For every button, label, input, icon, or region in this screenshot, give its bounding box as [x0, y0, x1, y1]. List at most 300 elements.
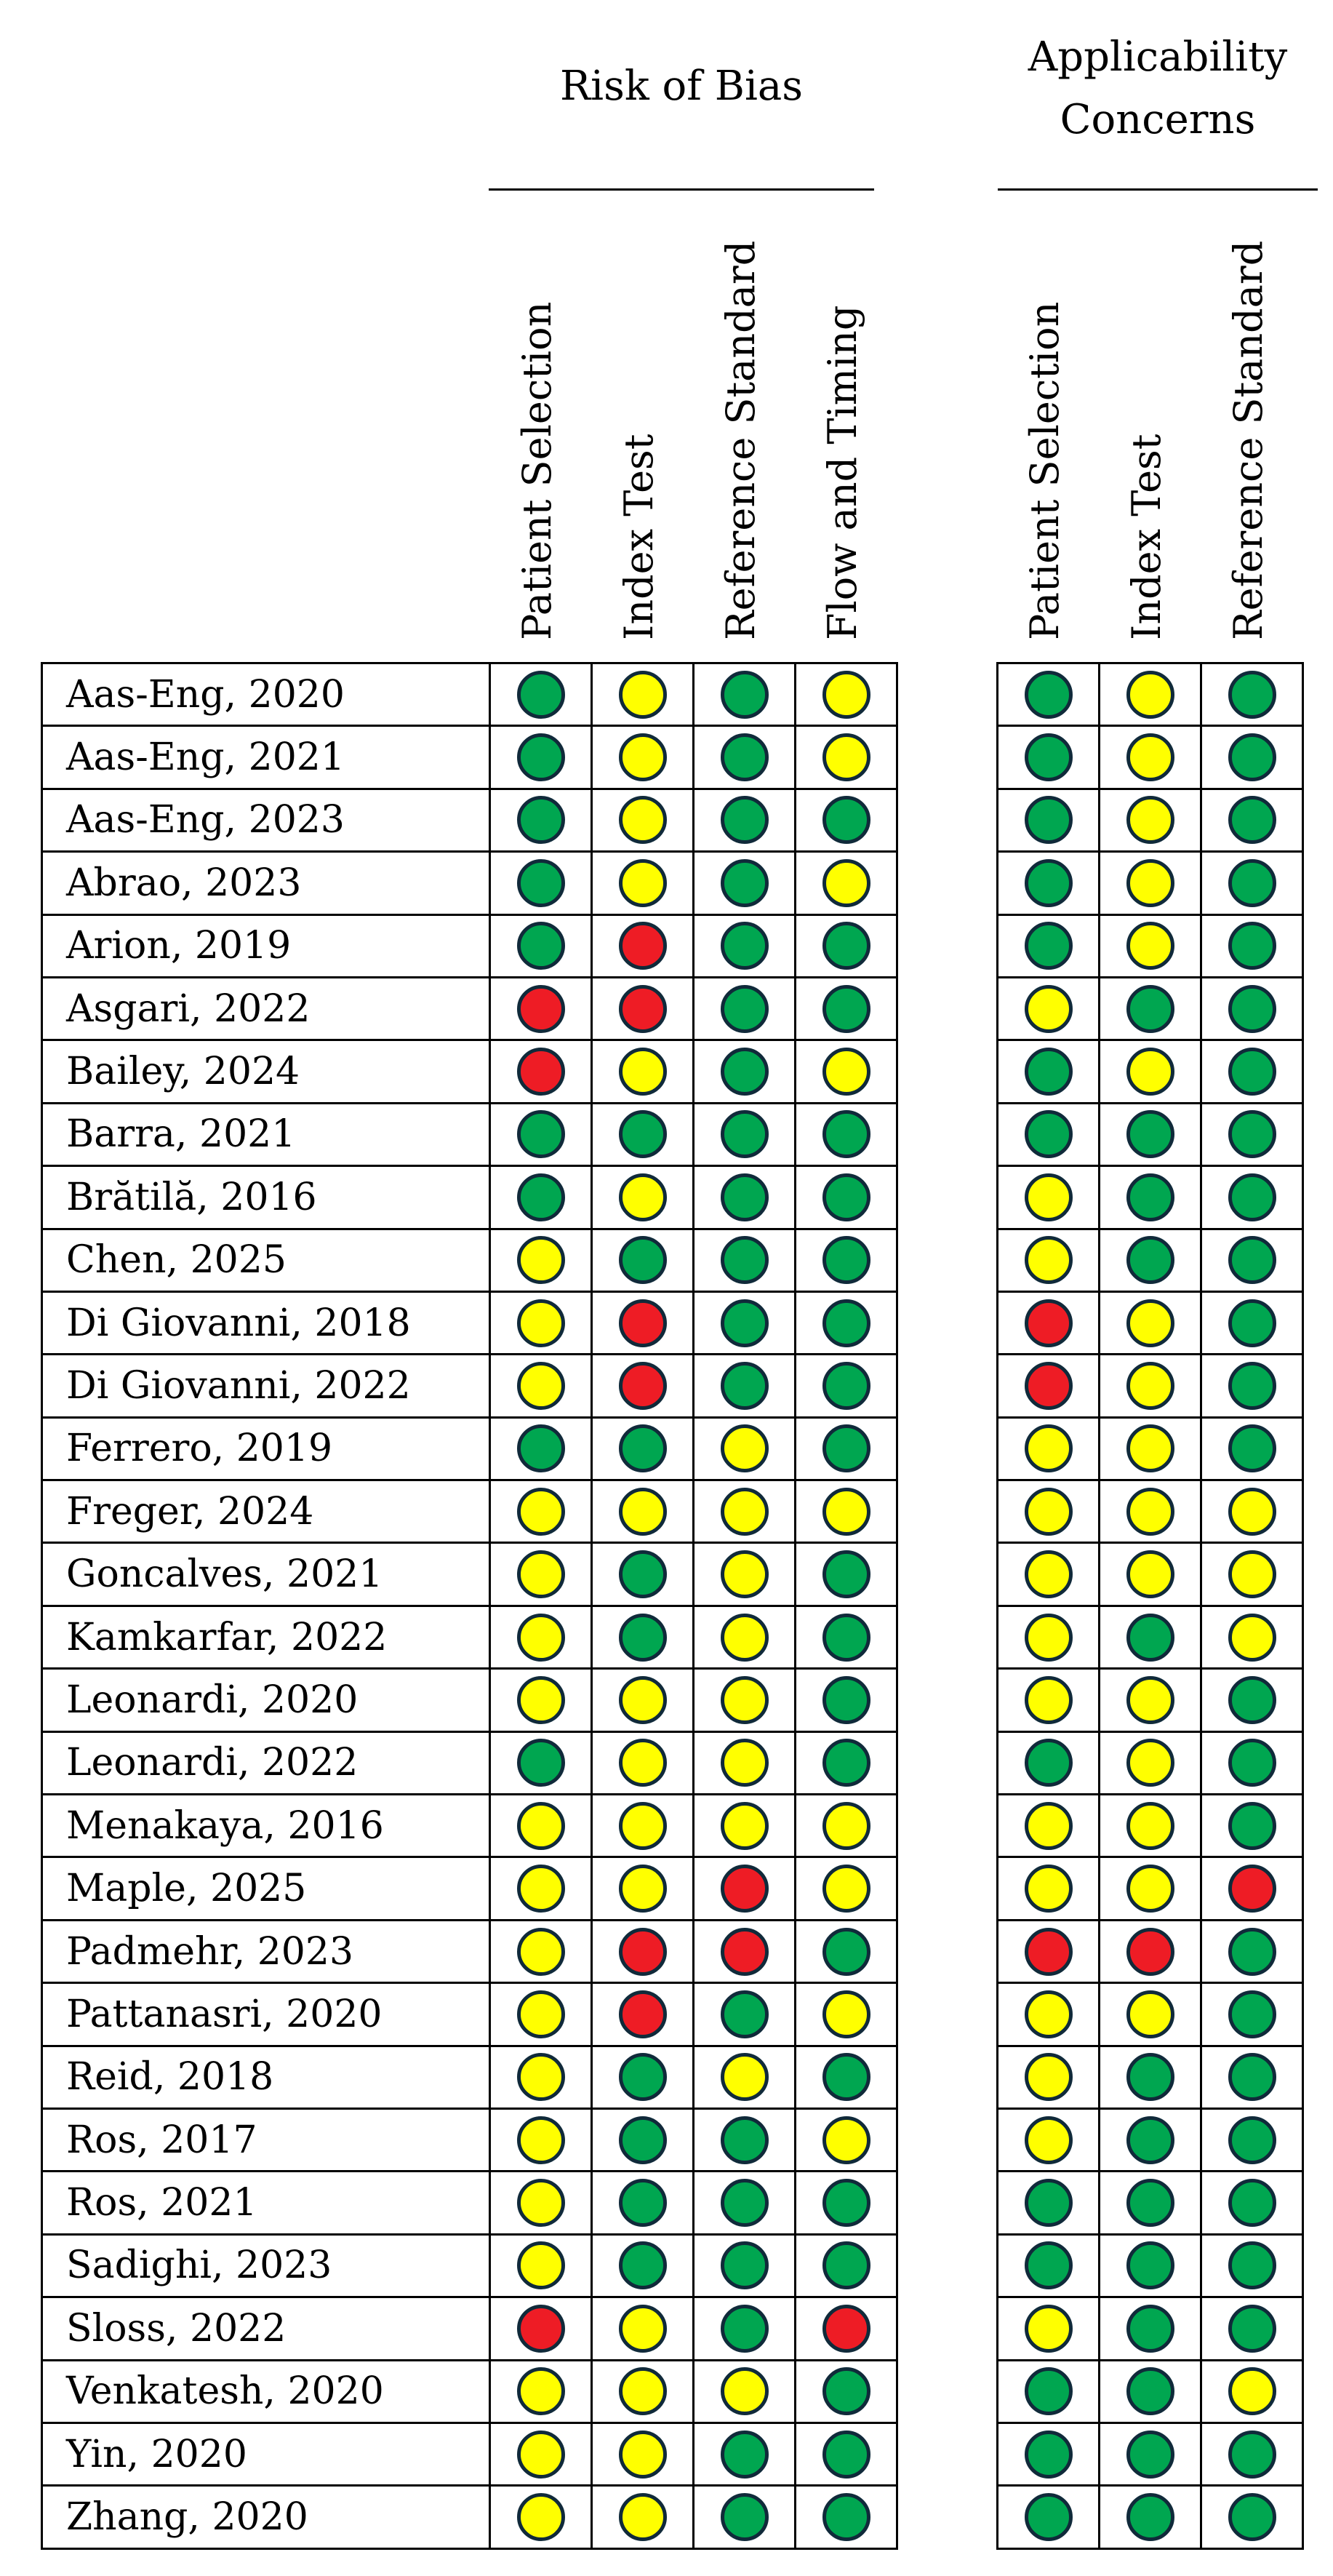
applicability-judgement-high-icon [1025, 1362, 1073, 1410]
rob-judgement-unclear-icon [822, 859, 870, 907]
rob-judgement-low-icon [721, 859, 769, 907]
study-name: Aas-Eng, 2020 [42, 663, 490, 726]
rob-cell [694, 2046, 796, 2108]
rob-cell [490, 2360, 592, 2423]
rob-cell [694, 2108, 796, 2171]
applicability-judgement-low-icon [1126, 1236, 1174, 1284]
study-name: Ros, 2017 [42, 2108, 490, 2171]
rob-judgement-unclear-icon [619, 2431, 667, 2479]
column-header-risk_of_bias-0: Patient Selection [514, 301, 560, 640]
rob-cell [796, 1606, 897, 1668]
column-header-applicability-1: Index Test [1124, 434, 1169, 640]
applicability-cell [1201, 726, 1303, 789]
applicability-judgement-unclear-icon [1025, 1424, 1073, 1472]
rob-judgement-high-icon [517, 2305, 565, 2353]
rob-judgement-unclear-icon [721, 1802, 769, 1850]
applicability-row [998, 2172, 1303, 2234]
rob-judgement-unclear-icon [619, 1739, 667, 1787]
rob-cell [796, 1291, 897, 1354]
rob-cell [796, 2108, 897, 2171]
rob-cell [796, 2297, 897, 2360]
applicability-judgement-low-icon [1025, 2493, 1073, 2541]
rob-cell [490, 2486, 592, 2548]
rob-cell [592, 1669, 694, 1731]
applicability-cell [1201, 1857, 1303, 1920]
applicability-row [998, 2046, 1303, 2108]
applicability-row [998, 977, 1303, 1040]
rob-judgement-low-icon [619, 1550, 667, 1598]
applicability-row [998, 1920, 1303, 1982]
column-header-risk_of_bias-2: Reference Standard [718, 240, 764, 640]
rob-judgement-unclear-icon [517, 1802, 565, 1850]
applicability-cell [998, 2297, 1100, 2360]
rob-judgement-low-icon [619, 1424, 667, 1472]
study-row [42, 2486, 897, 2548]
rob-cell [592, 1983, 694, 2046]
rob-cell [694, 1166, 796, 1229]
rob-cell [694, 1291, 796, 1354]
rob-judgement-unclear-icon [721, 1488, 769, 1536]
rob-judgement-low-icon [721, 2305, 769, 2353]
applicability-cell [998, 1731, 1100, 1794]
rob-cell [592, 2046, 694, 2108]
rob-judgement-unclear-icon [619, 2493, 667, 2541]
applicability-cell [998, 1166, 1100, 1229]
applicability-cell [1201, 1606, 1303, 1668]
applicability-cell [998, 1795, 1100, 1857]
applicability-cell [1201, 2108, 1303, 2171]
rob-cell [694, 1103, 796, 1165]
rob-judgement-unclear-icon [822, 733, 870, 781]
rob-cell [694, 1983, 796, 2046]
study-row [42, 1040, 897, 1103]
rob-judgement-low-icon [822, 1110, 870, 1158]
applicability-row [998, 2423, 1303, 2485]
applicability-judgement-unclear-icon [1025, 1614, 1073, 1662]
study-name: Arion, 2019 [42, 914, 490, 977]
study-name: Aas-Eng, 2021 [42, 726, 490, 789]
applicability-cell [1100, 1480, 1201, 1543]
applicability-judgement-unclear-icon [1025, 1676, 1073, 1724]
applicability-row [998, 2234, 1303, 2297]
rob-cell [796, 1857, 897, 1920]
applicability-cell [998, 1291, 1100, 1354]
applicability-judgement-low-icon [1228, 1173, 1276, 1221]
applicability-judgement-low-icon [1228, 1236, 1276, 1284]
applicability-judgement-low-icon [1228, 2431, 1276, 2479]
applicability-judgement-unclear-icon [1025, 2305, 1073, 2353]
applicability-row [998, 1103, 1303, 1165]
rob-judgement-unclear-icon [822, 1990, 870, 2038]
rob-judgement-unclear-icon [721, 2367, 769, 2415]
applicability-cell [1201, 1795, 1303, 1857]
rob-judgement-low-icon [822, 2179, 870, 2227]
rob-cell [592, 2486, 694, 2548]
applicability-cell [1201, 1166, 1303, 1229]
applicability-cell [1201, 1417, 1303, 1480]
applicability-row [998, 1983, 1303, 2046]
applicability-judgement-low-icon [1228, 985, 1276, 1033]
applicability-cell [1100, 1731, 1201, 1794]
rob-judgement-unclear-icon [517, 1550, 565, 1598]
applicability-row [998, 1480, 1303, 1543]
rob-cell [592, 914, 694, 977]
rob-judgement-unclear-icon [619, 1865, 667, 1913]
applicability-cell [1100, 1166, 1201, 1229]
applicability-row [998, 1040, 1303, 1103]
applicability-cell [998, 1229, 1100, 1291]
rob-cell [490, 1920, 592, 1982]
study-name: Reid, 2018 [42, 2046, 490, 2108]
rob-cell [490, 1355, 592, 1417]
applicability-row [998, 1857, 1303, 1920]
applicability-cell [998, 1103, 1100, 1165]
rob-judgement-low-icon [822, 1362, 870, 1410]
rob-cell [796, 1920, 897, 1982]
applicability-judgement-low-icon [1126, 1173, 1174, 1221]
rob-judgement-unclear-icon [517, 2053, 565, 2101]
rob-judgement-unclear-icon [721, 2053, 769, 2101]
rob-cell [694, 1229, 796, 1291]
applicability-cell [1201, 1983, 1303, 2046]
rob-cell [796, 1040, 897, 1103]
study-row [42, 1166, 897, 1229]
rob-cell [490, 789, 592, 851]
rob-cell [694, 1355, 796, 1417]
rob-cell [490, 1731, 592, 1794]
applicability-judgement-low-icon [1228, 1110, 1276, 1158]
applicability-cell [1100, 726, 1201, 789]
rob-judgement-low-icon [721, 2241, 769, 2289]
rob-cell [592, 663, 694, 726]
applicability-judgement-unclear-icon [1228, 1550, 1276, 1598]
applicability-judgement-low-icon [1126, 2116, 1174, 2164]
rob-judgement-low-icon [619, 1110, 667, 1158]
study-row [42, 2046, 897, 2108]
applicability-judgement-low-icon [1126, 1110, 1174, 1158]
applicability-row [998, 852, 1303, 914]
rob-judgement-low-icon [517, 1424, 565, 1472]
rob-judgement-unclear-icon [619, 1173, 667, 1221]
applicability-cell [998, 852, 1100, 914]
applicability-judgement-unclear-icon [1126, 1362, 1174, 1410]
rob-cell [796, 977, 897, 1040]
study-name: Ros, 2021 [42, 2172, 490, 2234]
rob-judgement-low-icon [721, 1173, 769, 1221]
applicability-judgement-unclear-icon [1228, 1488, 1276, 1536]
applicability-cell [1201, 852, 1303, 914]
rob-judgement-high-icon [721, 1928, 769, 1976]
applicability-title [998, 26, 1318, 151]
column-header-risk_of_bias-1: Index Test [616, 434, 662, 640]
rob-cell [592, 2360, 694, 2423]
rob-judgement-unclear-icon [517, 2179, 565, 2227]
applicability-judgement-low-icon [1228, 2116, 1276, 2164]
rob-judgement-unclear-icon [721, 1550, 769, 1598]
rob-judgement-high-icon [619, 1299, 667, 1347]
applicability-judgement-low-icon [1025, 2367, 1073, 2415]
applicability-judgement-low-icon [1228, 2305, 1276, 2353]
applicability-cell [1201, 663, 1303, 726]
rob-cell [490, 1669, 592, 1731]
applicability-judgement-unclear-icon [1025, 2116, 1073, 2164]
rob-judgement-low-icon [517, 1739, 565, 1787]
applicability-row [998, 1543, 1303, 1606]
applicability-judgement-low-icon [1126, 2367, 1174, 2415]
applicability-judgement-unclear-icon [1126, 1424, 1174, 1472]
rob-cell [592, 2423, 694, 2485]
rob-cell [796, 852, 897, 914]
applicability-cell [1100, 1983, 1201, 2046]
applicability-cell [1201, 1669, 1303, 1731]
applicability-judgement-low-icon [1228, 1424, 1276, 1472]
rob-judgement-unclear-icon [517, 1488, 565, 1536]
applicability-cell [1100, 1040, 1201, 1103]
applicability-cell [1100, 2297, 1201, 2360]
risk-of-bias-title-text: Risk of Bias [560, 63, 803, 110]
applicability-judgement-low-icon [1228, 1928, 1276, 1976]
applicability-judgement-unclear-icon [1126, 922, 1174, 970]
study-row [42, 1731, 897, 1794]
rob-cell [796, 1983, 897, 2046]
applicability-judgement-unclear-icon [1228, 2367, 1276, 2415]
rob-judgement-low-icon [619, 1236, 667, 1284]
applicability-cell [998, 1983, 1100, 2046]
rob-cell [694, 2423, 796, 2485]
applicability-judgement-unclear-icon [1126, 1488, 1174, 1536]
applicability-cell [998, 1355, 1100, 1417]
rob-judgement-high-icon [822, 2305, 870, 2353]
applicability-cell [1201, 2297, 1303, 2360]
rob-cell [490, 2234, 592, 2297]
rob-cell [592, 1166, 694, 1229]
applicability-row [998, 1229, 1303, 1291]
risk-of-bias-rule [489, 188, 874, 191]
study-name: Di Giovanni, 2018 [42, 1291, 490, 1354]
rob-cell [490, 2108, 592, 2171]
rob-judgement-unclear-icon [517, 1865, 565, 1913]
rob-cell [796, 1103, 897, 1165]
applicability-judgement-high-icon [1025, 1299, 1073, 1347]
applicability-cell [1100, 2486, 1201, 2548]
rob-judgement-unclear-icon [619, 1802, 667, 1850]
rob-judgement-low-icon [822, 2431, 870, 2479]
applicability-judgement-low-icon [1228, 2179, 1276, 2227]
rob-cell [490, 1417, 592, 1480]
study-row [42, 1669, 897, 1731]
applicability-cell [1201, 2046, 1303, 2108]
rob-cell [490, 1103, 592, 1165]
rob-judgement-low-icon [721, 796, 769, 844]
applicability-judgement-low-icon [1126, 2305, 1174, 2353]
applicability-cell [998, 2486, 1100, 2548]
applicability-row [998, 1355, 1303, 1417]
rob-judgement-low-icon [517, 1110, 565, 1158]
rob-cell [490, 1606, 592, 1668]
applicability-row [998, 2297, 1303, 2360]
rob-judgement-unclear-icon [619, 1676, 667, 1724]
rob-cell [592, 2297, 694, 2360]
applicability-cell [1100, 1920, 1201, 1982]
rob-cell [592, 1417, 694, 1480]
rob-judgement-unclear-icon [619, 1488, 667, 1536]
study-name: Sadighi, 2023 [42, 2234, 490, 2297]
rob-judgement-unclear-icon [517, 1928, 565, 1976]
rob-cell [592, 1480, 694, 1543]
rob-cell [490, 1983, 592, 2046]
applicability-cell [1201, 1040, 1303, 1103]
rob-judgement-low-icon [822, 1614, 870, 1662]
rob-judgement-low-icon [822, 1739, 870, 1787]
rob-judgement-low-icon [822, 2493, 870, 2541]
rob-judgement-low-icon [619, 2053, 667, 2101]
rob-judgement-low-icon [822, 2241, 870, 2289]
applicability-row [998, 2486, 1303, 2548]
applicability-judgement-unclear-icon [1025, 1550, 1073, 1598]
applicability-row [998, 914, 1303, 977]
applicability-title-line1: Applicability [1028, 33, 1288, 81]
applicability-judgement-low-icon [1025, 1110, 1073, 1158]
applicability-cell [1201, 1920, 1303, 1982]
rob-cell [796, 789, 897, 851]
rob-cell [490, 1480, 592, 1543]
rob-cell [490, 1229, 592, 1291]
applicability-judgement-unclear-icon [1025, 985, 1073, 1033]
rob-cell [592, 2234, 694, 2297]
applicability-judgement-unclear-icon [1126, 1990, 1174, 2038]
applicability-cell [1201, 1229, 1303, 1291]
rob-judgement-low-icon [721, 922, 769, 970]
study-name: Menakaya, 2016 [42, 1795, 490, 1857]
applicability-judgement-unclear-icon [1126, 1739, 1174, 1787]
rob-judgement-unclear-icon [517, 1362, 565, 1410]
rob-cell [796, 1543, 897, 1606]
applicability-judgement-unclear-icon [1126, 1802, 1174, 1850]
applicability-judgement-unclear-icon [1025, 2053, 1073, 2101]
applicability-judgement-low-icon [1228, 1048, 1276, 1096]
study-name: Leonardi, 2022 [42, 1731, 490, 1794]
rob-cell [796, 1669, 897, 1731]
applicability-cell [998, 1920, 1100, 1982]
applicability-cell [998, 2423, 1100, 2485]
study-row [42, 2234, 897, 2297]
rob-cell [796, 726, 897, 789]
rob-judgement-unclear-icon [721, 1676, 769, 1724]
rob-judgement-unclear-icon [822, 1048, 870, 1096]
rob-cell [694, 1920, 796, 1982]
rob-judgement-low-icon [721, 1048, 769, 1096]
study-row [42, 2423, 897, 2485]
study-row [42, 977, 897, 1040]
rob-judgement-low-icon [822, 1299, 870, 1347]
applicability-row [998, 1606, 1303, 1668]
study-row [42, 1983, 897, 2046]
applicability-judgement-low-icon [1025, 1739, 1073, 1787]
applicability-judgement-low-icon [1025, 859, 1073, 907]
rob-judgement-unclear-icon [619, 2305, 667, 2353]
rob-cell [592, 1103, 694, 1165]
rob-judgement-high-icon [619, 1362, 667, 1410]
applicability-judgement-low-icon [1228, 1362, 1276, 1410]
applicability-cell [998, 663, 1100, 726]
applicability-judgement-unclear-icon [1126, 1676, 1174, 1724]
applicability-cell [1100, 1795, 1201, 1857]
rob-judgement-unclear-icon [517, 1299, 565, 1347]
applicability-judgement-unclear-icon [1126, 671, 1174, 719]
rob-cell [796, 663, 897, 726]
rob-cell [694, 852, 796, 914]
rob-judgement-unclear-icon [822, 671, 870, 719]
rob-cell [490, 2172, 592, 2234]
rob-cell [592, 1543, 694, 1606]
study-row [42, 2297, 897, 2360]
study-row [42, 789, 897, 851]
study-name: Freger, 2024 [42, 1480, 490, 1543]
applicability-judgement-low-icon [1126, 2241, 1174, 2289]
rob-judgement-high-icon [619, 922, 667, 970]
study-name: Maple, 2025 [42, 1857, 490, 1920]
applicability-cell [1100, 1229, 1201, 1291]
applicability-judgement-low-icon [1025, 922, 1073, 970]
rob-judgement-low-icon [822, 796, 870, 844]
rob-cell [592, 1229, 694, 1291]
applicability-cell [1100, 1103, 1201, 1165]
applicability-cell [1201, 2486, 1303, 2548]
rob-cell [796, 914, 897, 977]
applicability-cell [1201, 2234, 1303, 2297]
applicability-cell [998, 2234, 1100, 2297]
rob-judgement-low-icon [822, 1550, 870, 1598]
applicability-row [998, 1166, 1303, 1229]
applicability-cell [1201, 1480, 1303, 1543]
rob-judgement-unclear-icon [619, 733, 667, 781]
applicability-row [998, 1731, 1303, 1794]
rob-judgement-low-icon [721, 1236, 769, 1284]
rob-cell [490, 914, 592, 977]
applicability-judgement-unclear-icon [1025, 1236, 1073, 1284]
rob-cell [592, 1355, 694, 1417]
applicability-judgement-low-icon [1228, 796, 1276, 844]
study-row [42, 852, 897, 914]
rob-judgement-low-icon [517, 859, 565, 907]
applicability-judgement-low-icon [1228, 2241, 1276, 2289]
rob-judgement-low-icon [822, 1173, 870, 1221]
study-row [42, 663, 897, 726]
study-name: Di Giovanni, 2022 [42, 1355, 490, 1417]
applicability-cell [1100, 1291, 1201, 1354]
rob-judgement-unclear-icon [517, 1236, 565, 1284]
applicability-judgement-unclear-icon [1025, 1802, 1073, 1850]
rob-judgement-unclear-icon [517, 2367, 565, 2415]
applicability-cell [998, 1480, 1100, 1543]
rob-cell [694, 726, 796, 789]
rob-cell [592, 977, 694, 1040]
applicability-judgement-unclear-icon [1025, 1865, 1073, 1913]
applicability-cell [998, 1606, 1100, 1668]
applicability-judgement-low-icon [1228, 733, 1276, 781]
applicability-cell [998, 914, 1100, 977]
applicability-cell [1100, 1417, 1201, 1480]
rob-cell [592, 1606, 694, 1668]
rob-judgement-low-icon [721, 671, 769, 719]
rob-cell [490, 1291, 592, 1354]
study-row [42, 2108, 897, 2171]
applicability-rule [998, 188, 1318, 191]
applicability-row [998, 1795, 1303, 1857]
applicability-cell [1100, 2172, 1201, 2234]
rob-judgement-high-icon [619, 1928, 667, 1976]
rob-judgement-low-icon [619, 1614, 667, 1662]
